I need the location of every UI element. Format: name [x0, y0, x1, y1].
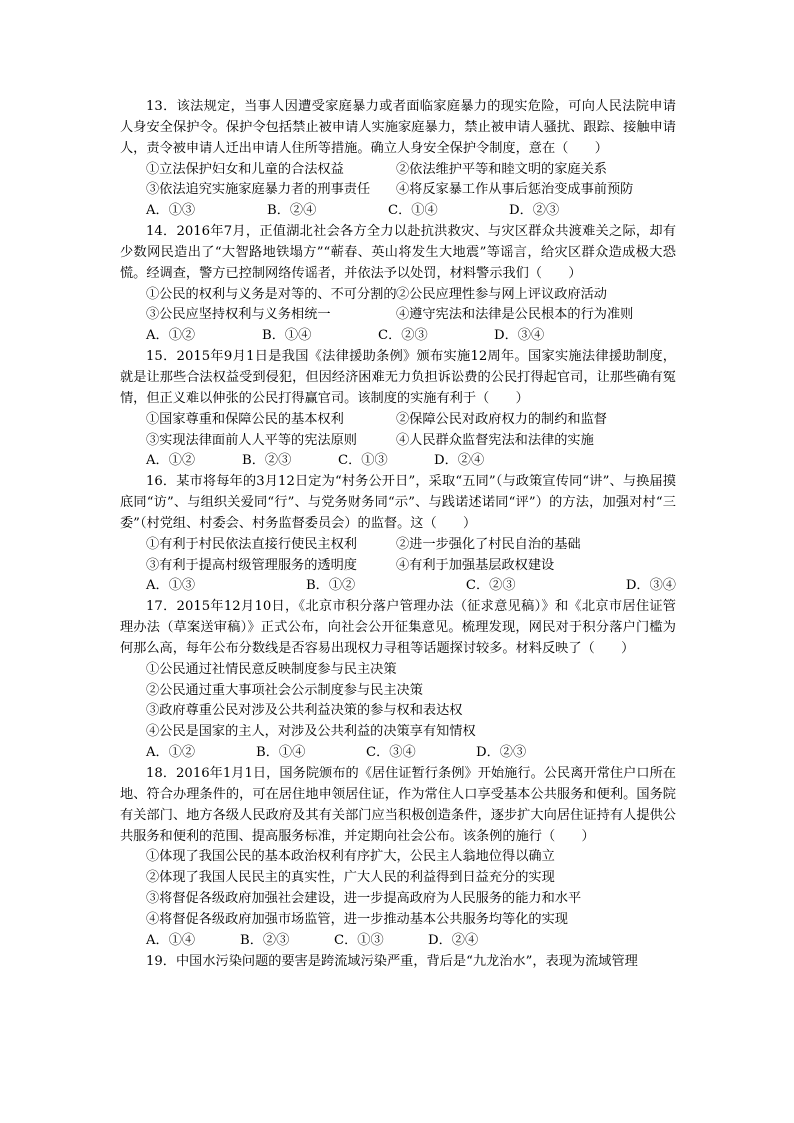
question-17-choice-d: D．②③ — [476, 745, 527, 761]
question-14-item-3: ③公民应坚持权利与义务相统一 — [146, 307, 331, 323]
question-15-item-4: ④人民群众监督宪法和法律的实施 — [396, 432, 594, 448]
question-13-choice-d: D．②③ — [509, 203, 560, 219]
question-18-choice-d: D．②④ — [428, 932, 479, 948]
question-16-item-3: ③有利于提高村级管理服务的透明度 — [146, 557, 357, 573]
question-16-choices — [146, 576, 676, 597]
question-16-choice-a: A．①③ — [146, 578, 196, 594]
question-18-choice-a: A．①④ — [146, 932, 196, 948]
question-13-choice-a: A．①③ — [146, 203, 196, 219]
question-17-choice-b: B．①④ — [256, 745, 306, 761]
question-15-item-3: ③实现法律面前人人平等的宪法原则 — [146, 432, 357, 448]
question-13-choice-b: B．②④ — [267, 203, 317, 219]
question-13-item-4: ④将反家暴工作从事后惩治变成事前预防 — [396, 182, 634, 198]
question-18-item-1: ①体现了我国公民的基本政治权利有序扩大，公民主人翁地位得以确立 — [146, 849, 555, 865]
question-16-item-1: ①有利于村民依法直接行使民主权利 — [146, 536, 357, 552]
question-14-items-row-2 — [146, 305, 676, 326]
question-16-item-4: ④有利于加强基层政权建设 — [396, 557, 555, 573]
question-16-items-row-2 — [146, 556, 676, 577]
question-17-item-1: ①公民通过社情民意反映制度参与民主决策 — [146, 661, 397, 677]
question-18-choices — [146, 931, 676, 952]
question-15-choice-b: B．②③ — [242, 453, 292, 469]
question-19-stem: 19．中国水污染问题的要害是跨流域污染严重，背后是“九龙治水”，表现为流域管理 — [146, 953, 638, 969]
question-16-choice-c: C．②③ — [465, 578, 516, 594]
question-13-items-row-1 — [146, 160, 676, 181]
question-14-item-2: ②公民应理性参与网上评议政府活动 — [396, 286, 607, 302]
question-14-item-1: ①公民的权利与义务是对等的、不可分割的 — [146, 286, 397, 302]
question-15-item-1: ①国家尊重和保障公民的基本权利 — [146, 411, 344, 427]
question-13-item-2: ②依法维护平等和睦文明的家庭关系 — [396, 161, 607, 177]
question-16-stem: 16．某市将每年的3月12日定为“村务公开日”，采取“五同”（与政策宣传同“讲”、与换届摸底同“访”、与组织关爱同“行”、与党务财务同“示”、与践诺述诺同“评”）的方法，加强对村“三委”（村党组、村委会、村务监督委员会）的监督。这（ ） — [120, 474, 676, 531]
question-17-choices — [146, 743, 676, 764]
question-14-stem: 14．2016年7月，正值湖北社会各方全力以赴抗洪救灾、与灾区群众共渡难关之际，却有少数网民造出了“大智路地铁塌方”“蕲春、英山将发生大地震”等谣言，给灾区群众造成极大恐慌。经调查，警方已控制网络传谣者，并依法予以处罚，材料警示我们（ ） — [120, 224, 676, 281]
question-17-item-4: ④公民是国家的主人，对涉及公共利益的决策享有知情权 — [146, 724, 476, 740]
question-13-stem: 13．该法规定，当事人因遭受家庭暴力或者面临家庭暴力的现实危险，可向人民法院申请人身安全保护令。保护令包括禁止被申请人实施家庭暴力，禁止被申请人骚扰、跟踪、接触申请人，责令被申请人迁出申请人住所等措施。确立人身安全保护令制度，意在（ ） — [120, 99, 676, 156]
question-15-stem: 15．2015年9月1日是我国《法律援助条例》颁布实施12周年。国家实施法律援助制度，就是让那些合法权益受到侵犯，但因经济困难无力负担诉讼费的公民打得起官司，让那些确有冤情，但正义难以伸张的公民打得赢官司。该制度的实施有利于（ ） — [120, 349, 676, 406]
question-15-choices — [146, 451, 676, 472]
question-18-item-3: ③将督促各级政府加强社会建设，进一步提高政府为人民服务的能力和水平 — [146, 891, 582, 907]
question-15-choice-c: C．①③ — [338, 453, 388, 469]
question-18-choice-c: C．①③ — [334, 932, 384, 948]
question-18-choice-b: B．②③ — [240, 932, 290, 948]
question-15-choice-d: D．②④ — [434, 453, 485, 469]
question-15-item-2: ②保障公民对政府权力的制约和监督 — [396, 411, 607, 427]
question-13-choices — [146, 201, 676, 222]
question-13-choice-c: C．①④ — [388, 203, 438, 219]
question-14-item-4: ④遵守宪法和法律是公民根本的行为准则 — [396, 307, 634, 323]
question-14-choice-b: B．①④ — [262, 328, 312, 344]
question-18-item-4: ④将督促各级政府加强市场监管，进一步推动基本公共服务均等化的实现 — [146, 911, 568, 927]
question-13-item-3: ③依法追究实施家庭暴力者的刑事责任 — [146, 182, 371, 198]
question-14-choice-d: D．③④ — [494, 328, 545, 344]
question-17-item-2: ②公民通过重大事项社会公示制度参与民主决策 — [146, 682, 423, 698]
question-17-choice-a: A．①② — [146, 745, 196, 761]
question-14-items-row-1 — [146, 285, 676, 306]
question-18-stem: 18．2016年1月1日，国务院颁布的《居住证暂行条例》开始施行。公民离开常住户口所在地、符合办理条件的，可在居住地申领居住证，作为常住人口享受基本公共服务和便利。国务院有关部门、地方各级人民政府及其有关部门应当积极创造条件，逐步扩大向居住证持有人提供公共服务和便利的范围、提高服务标准，并定期向社会公布。该条例的施行（ ） — [120, 766, 676, 844]
question-15-choice-a: A．①② — [146, 453, 196, 469]
question-13-item-1: ①立法保护妇女和儿童的合法权益 — [146, 161, 344, 177]
question-list — [120, 97, 676, 972]
question-15-items-row-1 — [146, 410, 676, 431]
question-16-choice-d: D．③④ — [625, 578, 676, 594]
question-17-item-3: ③政府尊重公民对涉及公共利益决策的参与权和表达权 — [146, 703, 463, 719]
question-18-item-2: ②体现了我国人民民主的真实性，广大人民的利益得到日益充分的实现 — [146, 870, 555, 886]
question-17-stem: 17．2015年12月10日，《北京市积分落户管理办法（征求意见稿）》和《北京市居住证管理办法（草案送审稿）》正式公布，向社会公开征集意见。梳理发现，网民对于积分落户门槛为何那么高，每年公布分数线是否容易出现权力寻租等话题探讨较多。材料反映了（ ） — [120, 599, 676, 656]
question-16-items-row-1 — [146, 535, 676, 556]
question-14-choice-c: C．②③ — [378, 328, 428, 344]
question-17-choice-c: C．③④ — [366, 745, 416, 761]
question-13-items-row-2 — [146, 180, 676, 201]
question-16-choice-b: B．①② — [305, 578, 356, 594]
question-14-choice-a: A．①② — [146, 328, 196, 344]
question-16-item-2: ②进一步强化了村民自治的基础 — [396, 536, 581, 552]
question-15-items-row-2 — [146, 431, 676, 452]
question-14-choices — [146, 326, 676, 347]
